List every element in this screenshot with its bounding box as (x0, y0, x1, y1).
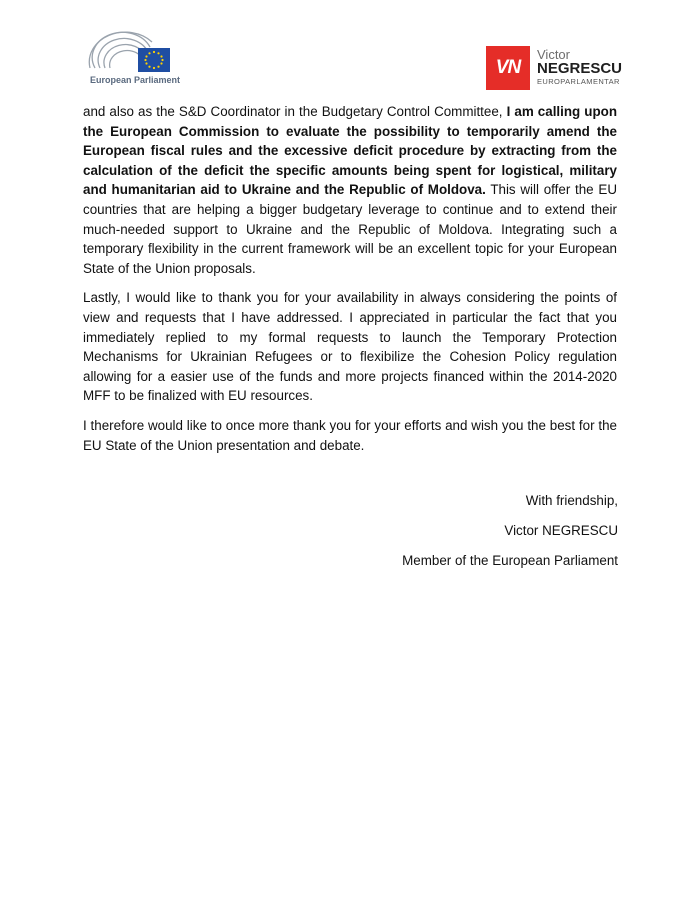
signature-block (300, 491, 618, 581)
paragraph-bold-request: I am calling upon the European Commission to evaluate the possibility to temporarily amend the European fiscal rules and the excessive deficit procedure by extracting from the calculation of the deficit the specific amounts being spent for logistical, military and humanitarian aid to Ukraine and the Republic of Moldova. (83, 104, 617, 198)
paragraph-intro: and also as the S&D Coordinator in the Budgetary Control Committee, (83, 104, 507, 119)
ep-logo-text: European Parliament (90, 75, 181, 85)
paragraph-closing-wish: I therefore would like to once more thank you for your efforts and wish you the best for the EU State of the Union presentation and debate. (83, 417, 617, 453)
paragraph-thanks: Lastly, I would like to thank you for your availability in always considering the points of view and requests that I have addressed. I appreciated in particular the fact that you immediately replied to my formal requests to launch the Temporary Protection Mechanisms for Ukrainian Refugees or to flexibilize the Cohesion Policy regulation allowing for a easier use of the funds and more projects financed within the 2014-2020 MFF to be finalized with EU resources. (83, 290, 617, 404)
vn-initials-badge: VN (486, 46, 530, 90)
paragraph-rest: This will offer the EU countries that are helping a bigger budgetary leverage to continue and to extend their much-needed support to Ukraine and the Republic of Moldova. Integrating such a temporary flexibility in the current framework will be an excellent topic for your European State of the Union proposals. (83, 182, 617, 276)
letter-body (83, 102, 617, 465)
closing-salutation: With friendship, (525, 493, 618, 508)
signer-name: Victor NEGRESCU (504, 523, 618, 538)
european-parliament-logo (86, 30, 181, 92)
mep-logo-last-name: NEGRESCU (537, 60, 623, 77)
mep-logo-role: EUROPARLAMENTAR (537, 77, 620, 86)
paragraph-budgetary-request (83, 102, 617, 278)
mep-logo (486, 46, 626, 90)
signer-title: Member of the European Parliament (402, 553, 618, 568)
mep-logo-first-name: Victor (537, 47, 570, 62)
hemicycle-emblem-icon (86, 30, 178, 76)
